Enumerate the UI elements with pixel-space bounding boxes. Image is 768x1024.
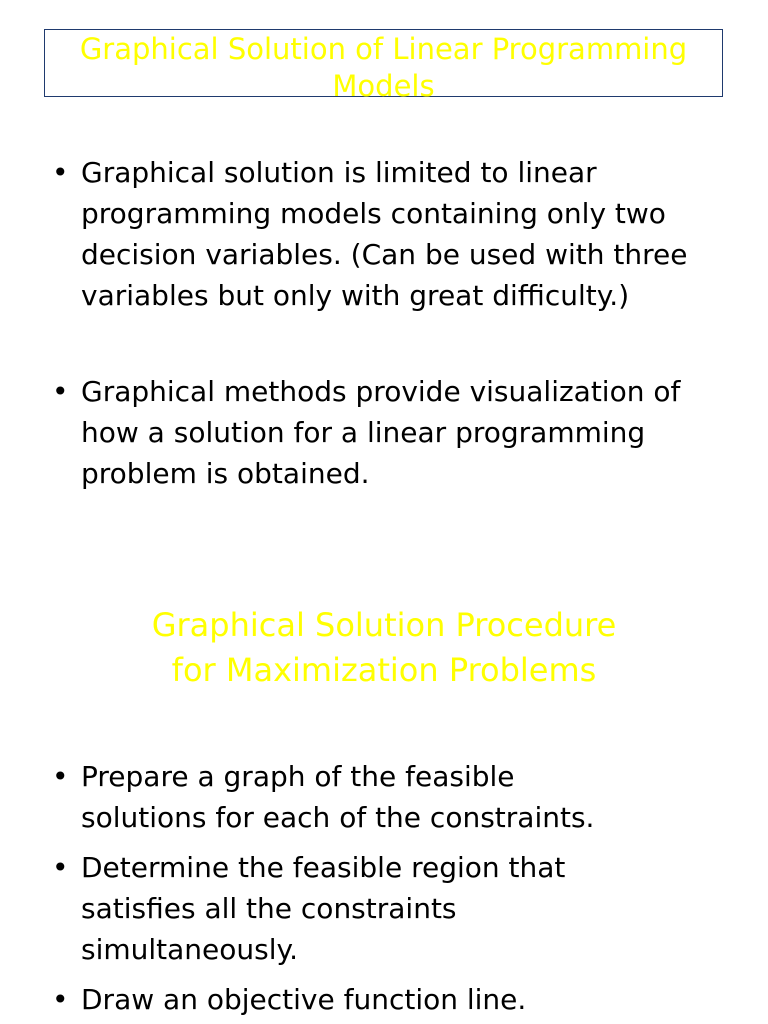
section-heading-line-1: Graphical Solution Procedure: [151, 606, 617, 644]
procedure-bullet-list: [52, 756, 768, 1020]
section-heading: [0, 603, 768, 693]
bullet-text-line: how a solution for a linear programming: [81, 416, 646, 449]
bullet-text-line: decision variables. (Can be used with three: [81, 238, 688, 271]
bullet-text-line: satisfies all the constraints: [81, 892, 457, 925]
bullet-marker: •: [52, 851, 69, 884]
bullet-text-line: simultaneously.: [81, 933, 298, 966]
procedure-bullet-feasible-region: [52, 847, 768, 970]
intro-bullet-visualization: [52, 371, 768, 494]
bullet-marker: •: [52, 760, 69, 793]
procedure-bullet-prepare-graph: [52, 756, 768, 838]
bullet-text-line: variables but only with great difficulty.): [81, 279, 630, 312]
bullet-text-line: solutions for each of the constraints.: [81, 801, 595, 834]
page-title-line-1: Graphical Solution of Linear Programming: [79, 32, 688, 66]
bullet-text-line: programming models containing only two: [81, 197, 666, 230]
bullet-text-line: Determine the feasible region that: [81, 851, 566, 884]
bullet-marker: •: [52, 375, 69, 408]
intro-bullet-limited-to-two-variables: [52, 152, 768, 316]
procedure-bullet-objective-line: [52, 979, 768, 1020]
bullet-text-line: Prepare a graph of the feasible: [81, 760, 515, 793]
page-title-line-2: Models: [332, 69, 435, 103]
bullet-text-line: Graphical solution is limited to linear: [81, 156, 597, 189]
section-heading-line-2: for Maximization Problems: [171, 651, 597, 689]
bullet-marker: •: [52, 156, 69, 189]
title-box: [44, 29, 723, 103]
intro-bullet-list: [52, 152, 768, 494]
bullet-text-line: Draw an objective function line.: [81, 983, 527, 1016]
bullet-marker: •: [52, 983, 69, 1016]
bullet-text-line: Graphical methods provide visualization of: [81, 375, 681, 408]
bullet-text-line: problem is obtained.: [81, 457, 370, 490]
